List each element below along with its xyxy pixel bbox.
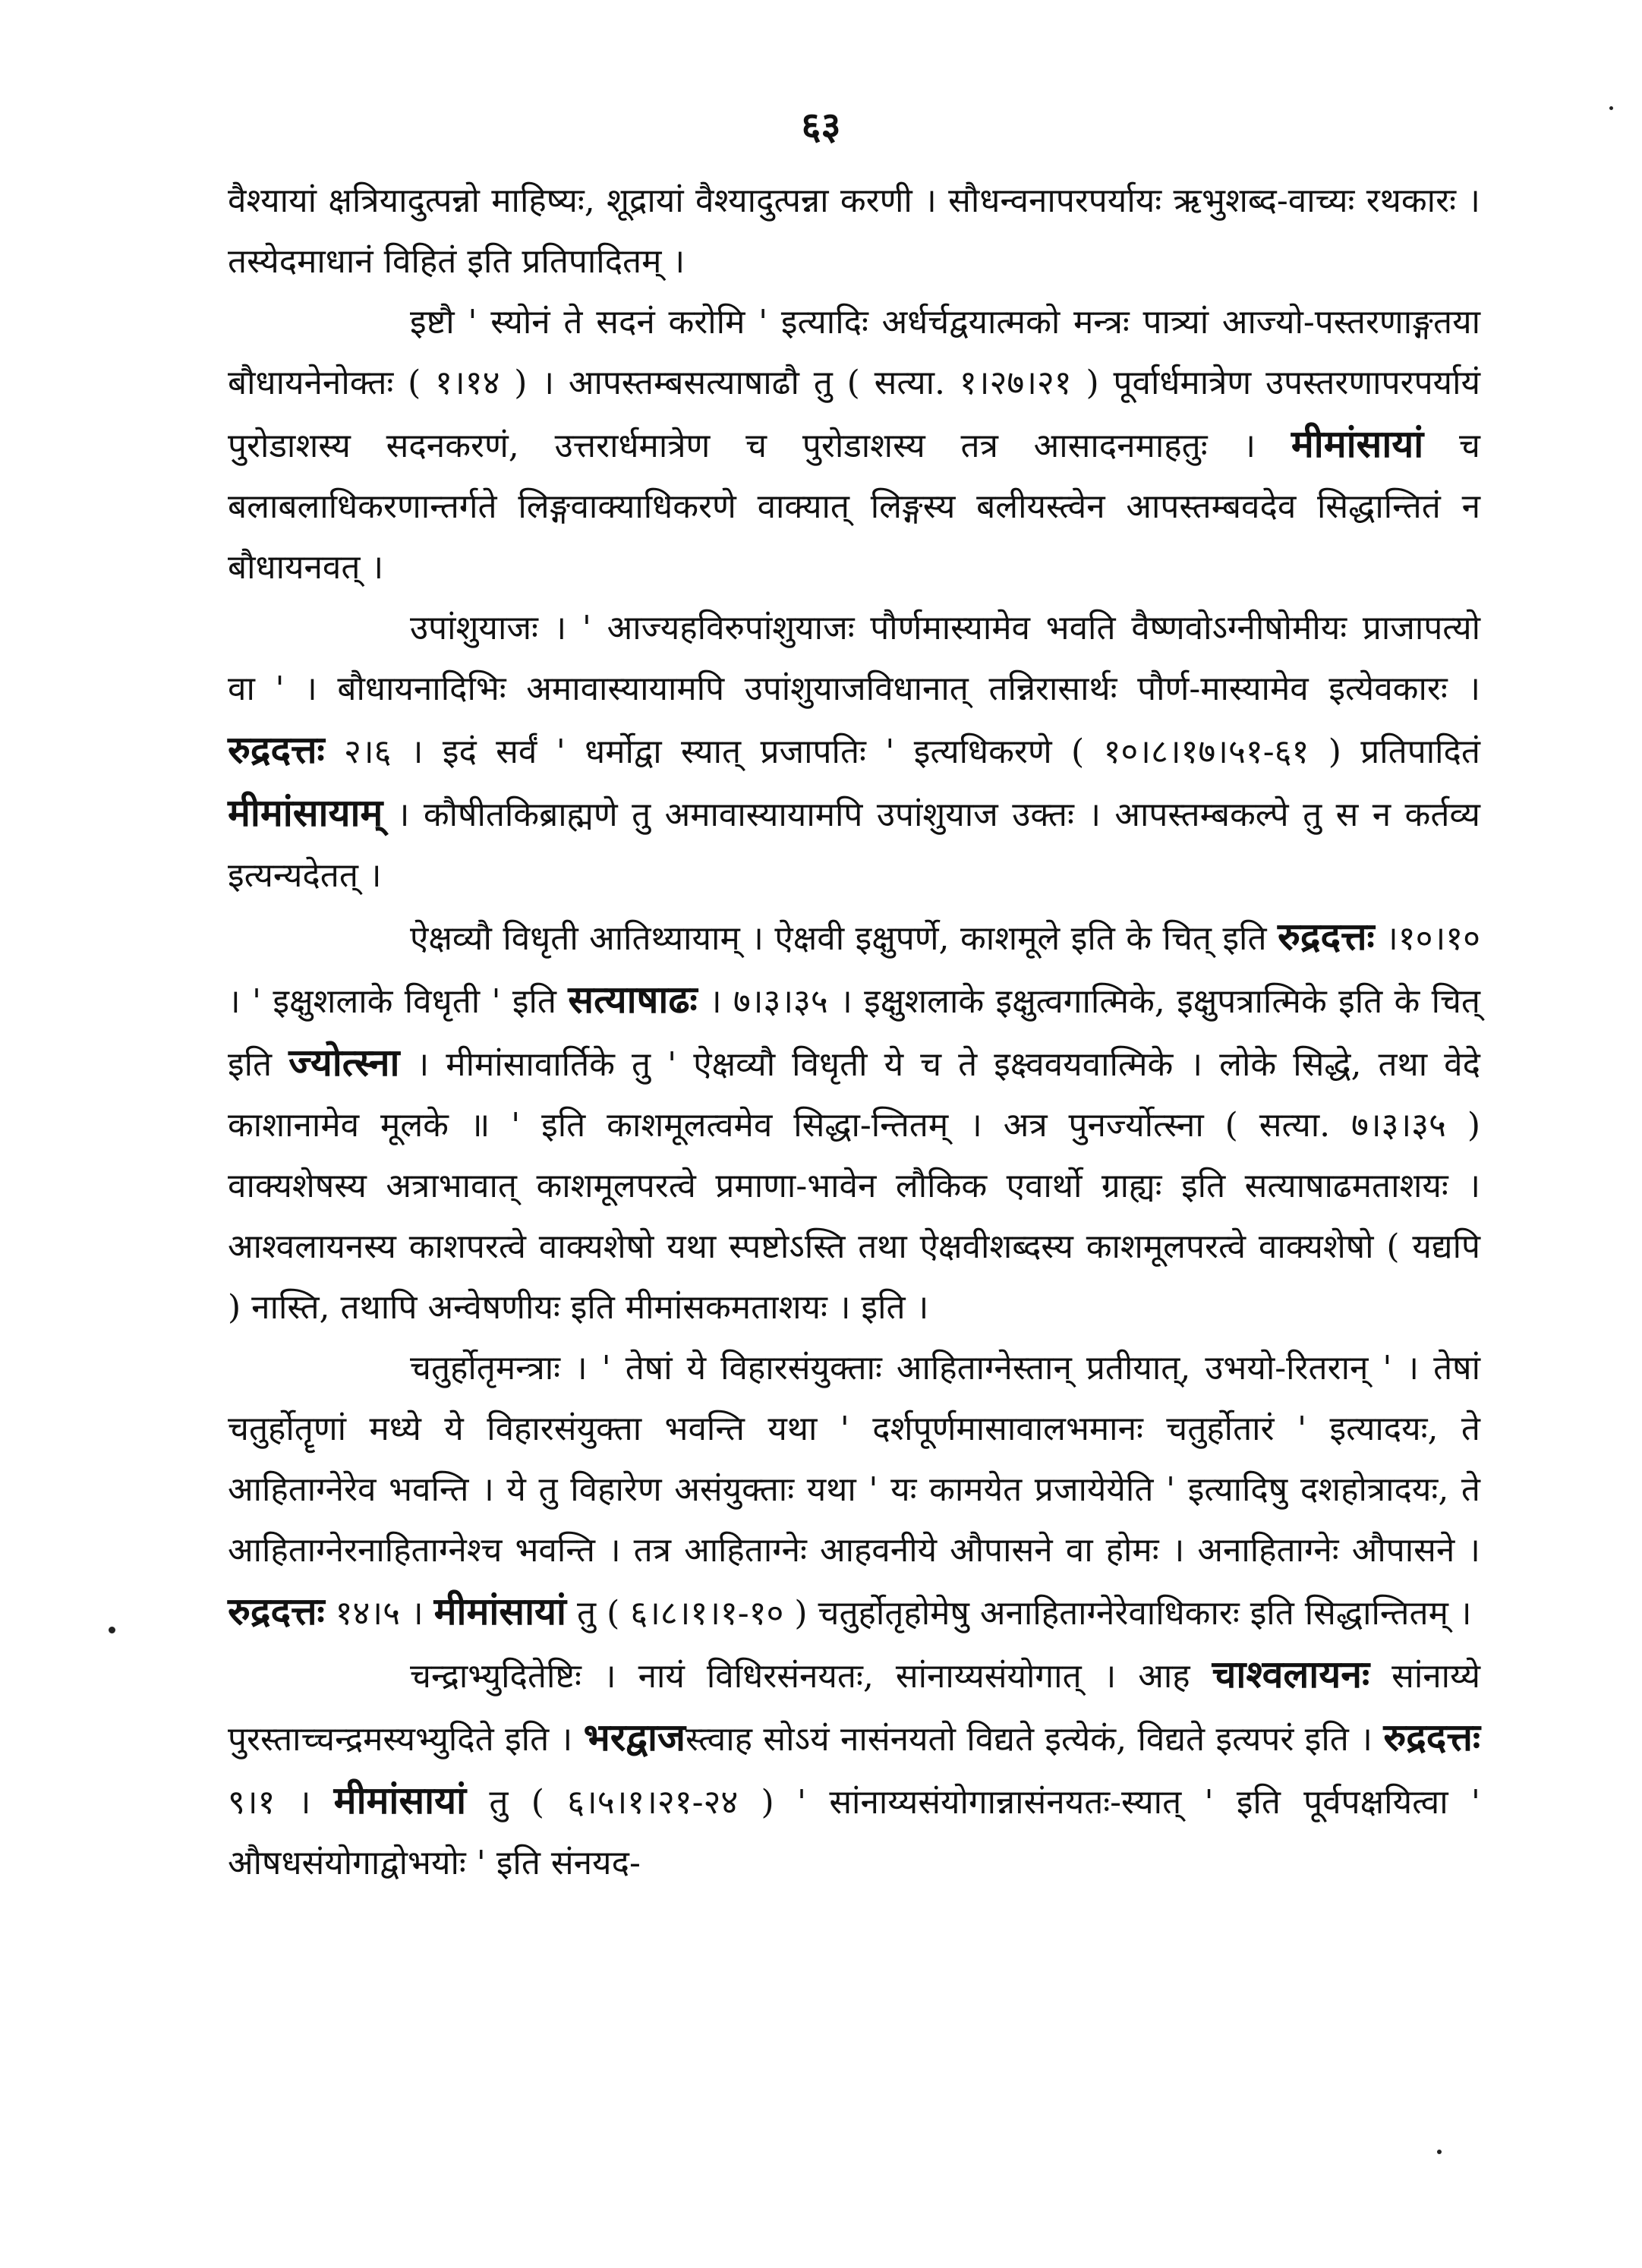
text-run: । मीमांसावार्तिके तु ' ऐक्षव्यौ विधृती ये च ते इक्ष्ववयवात्मिके । लोके सिद्धे, तथा वेदे काशानामेव मूलके ॥ ' इति काशमूलत्वमेव सिद्धा-न्तितम् । अत्र पुनर्ज्योत्स्ना ( सत्या. ७।३।३५ ) वाक्यशेषस्य अत्राभावात् काशमूलपरत्वे प्रमाणा-भावेन लौकिक एवार्थो ग्राह्यः इति सत्याषाढमताशयः । आश्वलायनस्य काशपरत्वे वाक्यशेषो यथा स्पष्टोऽस्ति तथा ऐक्षवीशब्दस्य काशमूलपरत्वे वाक्यशेषो ( यद्यपि ) नास्ति, तथापि अन्वेषणीयः इति मीमांसकमताशयः । इति । <box>228 1045 1480 1327</box>
text-run: ।१०।१० । ' इक्षुशलाके विधृती ' इति <box>228 919 1481 1021</box>
text-run: ऐक्षव्यौ विधृती आतिथ्यायाम् । ऐक्षवी इक्षुपर्णे, काशमूले इति के चित् इति <box>410 919 1278 958</box>
bold-reference: ज्योत्स्ना <box>288 1040 400 1085</box>
text-run: च बलाबलाधिकरणान्तर्गते लिङ्गवाक्याधिकरणे वाक्यात् लिङ्गस्य बलीयस्त्वेन आपस्तम्बवदेव सिद्धान्तितं न बौधायनवत् । <box>228 427 1480 587</box>
paragraph <box>228 1338 1480 1644</box>
bold-reference: मीमांसायां <box>333 1778 467 1822</box>
bold-reference: भरद्वाज <box>583 1715 686 1759</box>
bold-reference: चाश्वलायनः <box>1212 1652 1370 1696</box>
bold-reference: सत्याषाढः <box>568 977 698 1022</box>
text-run: वैश्यायां क्षत्रियादुत्पन्नो माहिष्यः, शूद्रायां वैश्यादुत्पन्ना करणी । सौधन्वनापरपर्यायः ऋभुशब्द-वाच्यः रथकारः । तस्येदमाधानं विहितं इति प्रतिपादितम् । <box>228 181 1480 281</box>
scan-speck <box>1437 2150 1442 2154</box>
text-run: सांनाय्ये पुरस्ताच्चन्द्रमस्यभ्युदिते इति । <box>228 1657 1480 1759</box>
text-run: १४।५ । <box>324 1594 434 1633</box>
bold-reference: मीमांसायाम् <box>228 790 383 835</box>
paragraph <box>228 1644 1480 1894</box>
body-text <box>228 171 1480 1894</box>
paragraph <box>228 906 1480 1338</box>
bold-reference: मीमांसायां <box>1291 421 1424 466</box>
bold-reference: रुद्रदत्तः <box>1383 1715 1480 1759</box>
paragraph <box>228 171 1480 292</box>
page-number: ६३ <box>801 103 841 148</box>
text-run: इष्टौ ' स्योनं ते सदनं करोमि ' इत्यादिः अर्धर्चद्वयात्मको मन्त्रः पात्र्यां आज्यो-पस्तरणाङ्गतया बौधायनेनोक्तः ( १।१४ ) । आपस्तम्बसत्याषाढौ तु ( सत्या. १।२७।२१ ) पूर्वार्धमात्रेण उपस्तरणापरपर्यायं पुरोडाशस्य सदनकरणं, उत्तरार्धमात्रेण च पुरोडाशस्य तत्र आसादनमाहतुः । <box>228 303 1480 465</box>
text-run: २।६ । इदं सर्वं ' धर्मोद्वा स्यात् प्रजापतिः ' इत्यधिकरणे ( १०।८।१७।५१-६१ ) प्रतिपादितं <box>324 732 1480 771</box>
text-run: । कौषीतकिब्राह्मणे तु अमावास्यायामपि उपांशुयाज उक्तः । आपस्तम्बकल्पे तु स न कर्तव्य इत्यन्यदेतत् । <box>228 795 1480 895</box>
bold-reference: रुद्रदत्तः <box>228 1589 325 1633</box>
scan-speck <box>109 1627 115 1633</box>
paragraph <box>228 292 1480 598</box>
paragraph <box>228 598 1480 906</box>
scan-speck <box>1609 106 1613 110</box>
bold-reference: मीमांसायां <box>433 1589 567 1633</box>
bold-reference: रुद्रदत्तः <box>228 727 325 772</box>
text-run: स्त्वाह सोऽयं नासंनयतो विद्यते इत्येकं, विद्यते इत्यपरं इति । <box>685 1720 1384 1759</box>
text-run: ९।१ । <box>228 1783 334 1822</box>
text-run: चन्द्राभ्युदितेष्टिः । नायं विधिरसंनयतः, सांनाय्यसंयोगात् । आह <box>410 1657 1212 1696</box>
text-run: तु ( ६।५।१।२१-२४ ) ' सांनाय्यसंयोगान्नासंनयतः-स्यात् ' इति पूर्वपक्षयित्वा ' औषधसंयोगाद्वोभयोः ' इति संनयद- <box>228 1783 1480 1882</box>
bold-reference: रुद्रदत्तः <box>1278 914 1375 959</box>
text-run: । ७।३।३५ । इक्षुशलाके इक्षुत्वगात्मिके, इक्षुपत्रात्मिके इति के चित् इति <box>228 982 1480 1084</box>
text-run: चतुर्होतृमन्त्राः । ' तेषां ये विहारसंयुक्ताः आहिताग्नेस्तान् प्रतीयात्, उभयो-रितरान् ' । तेषां चतुर्होतॄणां मध्ये ये विहारसंयुक्ता भवन्ति यथा ' दर्शपूर्णमासावालभमानः चतुर्होतारं ' इत्यादयः, ते आहिताग्नेरेव भवन्ति । ये तु विहारेण असंयुक्ताः यथा ' यः कामयेत प्रजायेयेति ' इत्यादिषु दशहोत्रादयः, ते आहिताग्नेरनाहिताग्नेश्च भवन्ति । तत्र आहिताग्नेः आहवनीये औपासने वा होमः । अनाहिताग्नेः औपासने । <box>228 1349 1480 1570</box>
text-run: उपांशुयाजः । ' आज्यहविरुपांशुयाजः पौर्णमास्यामेव भवति वैष्णवोऽग्नीषोमीयः प्राजापत्यो वा ' । बौधायनादिभिः अमावास्यायामपि उपांशुयाजविधानात् तन्निरासार्थः पौर्ण-मास्यामेव इत्येवकारः । <box>228 609 1480 708</box>
text-run: तु ( ६।८।१।१-१० ) चतुर्होतृहोमेषु अनाहिताग्नेरेवाधिकारः इति सिद्धान्तितम् । <box>566 1594 1472 1633</box>
